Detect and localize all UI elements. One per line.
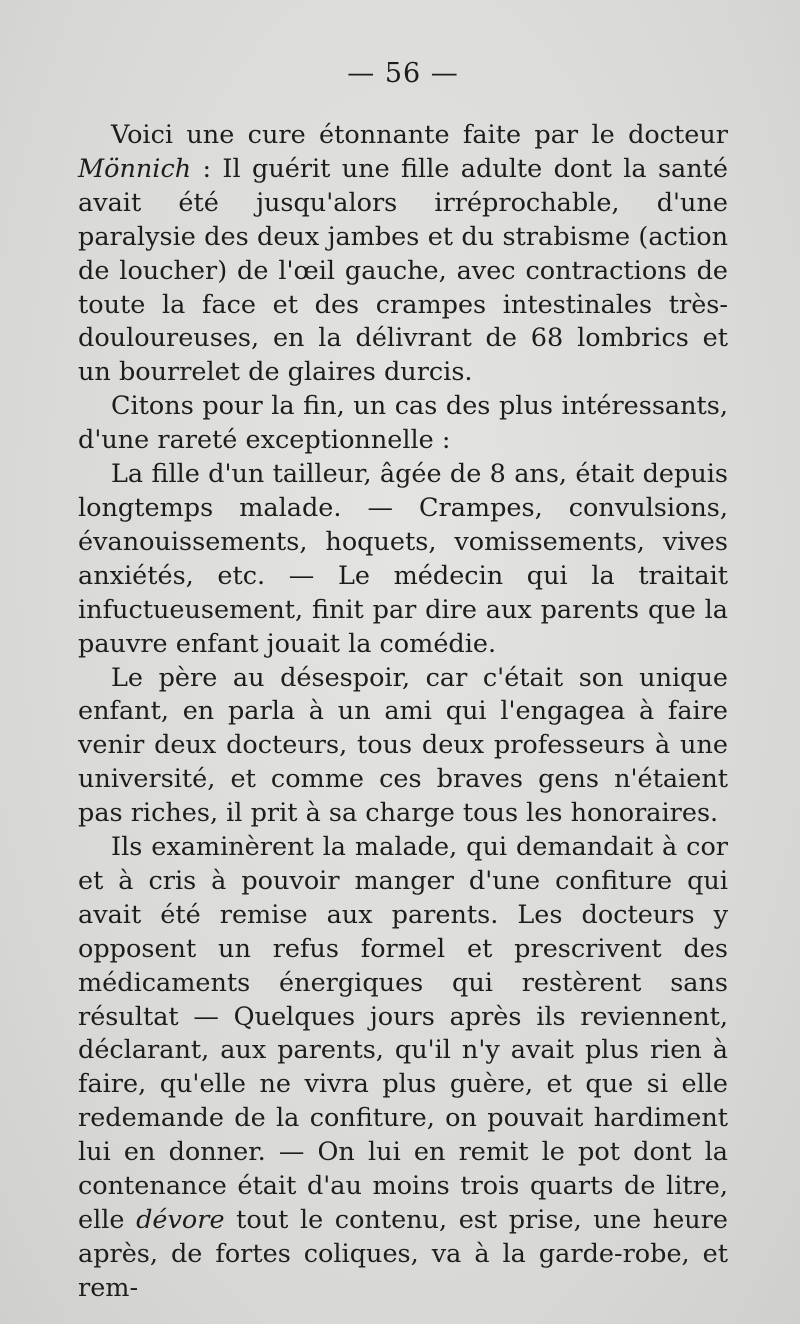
paragraph: La fille d'un tailleur, âgée de 8 ans, était depuis longtemps malade. — Crampes, convulsions, évanouissements, hoquets, vomissements, vives anxiétés, etc. — Le médecin qui la traitait infuctueusement, finit par dire aux parents que la pauvre enfant jouait la comédie. <box>78 459 728 659</box>
body-text <box>78 119 728 1306</box>
paragraph: Voici une cure étonnante faite par le docteur Mönnich : Il guérit une fille adulte dont la santé avait été jusqu'alors irréprochable, d'une paralysie des deux jambes et du strabisme (action de loucher) de l'œil gauche, avec contractions de toute la face et des crampes intestinales très-douloureuses, en la délivrant de 68 lombrics et un bourrelet de glaires durcis. <box>78 120 728 388</box>
italic-text: Mönnich <box>78 153 192 184</box>
page-number: — 56 — <box>347 58 459 89</box>
paragraph: Citons pour la fin, un cas des plus intéressants, d'une rareté exceptionnelle : <box>78 391 728 456</box>
italic-text: dévore <box>136 1205 225 1235</box>
paragraph: Le père au désespoir, car c'était son unique enfant, en parla à un ami qui l'engagea à faire venir deux docteurs, tous deux professeurs à une université, et comme ces braves gens n'étaient pas riches, il prit à sa charge tous les honoraires. <box>78 662 728 829</box>
paragraph: Ils examinèrent la malade, qui demandait à cor et à cris à pouvoir manger d'une confiture qui avait été remise aux parents. Les docteurs y opposent un refus formel et prescrivent des médicaments énergiques qui restèrent sans résultat — Quelques jours après ils reviennent, déclarant, aux parents, qu'il n'y avait plus rien à faire, qu'elle ne vivra plus guère, et que si elle redemande de la confiture, on pouvait hardiment lui en donner. — On lui en remit le pot dont la contenance était d'au moins trois quarts de litre, elle dévore tout le contenu, est prise, une heure après, de fortes coliques, va à la garde-robe, et rem- <box>78 832 728 1303</box>
